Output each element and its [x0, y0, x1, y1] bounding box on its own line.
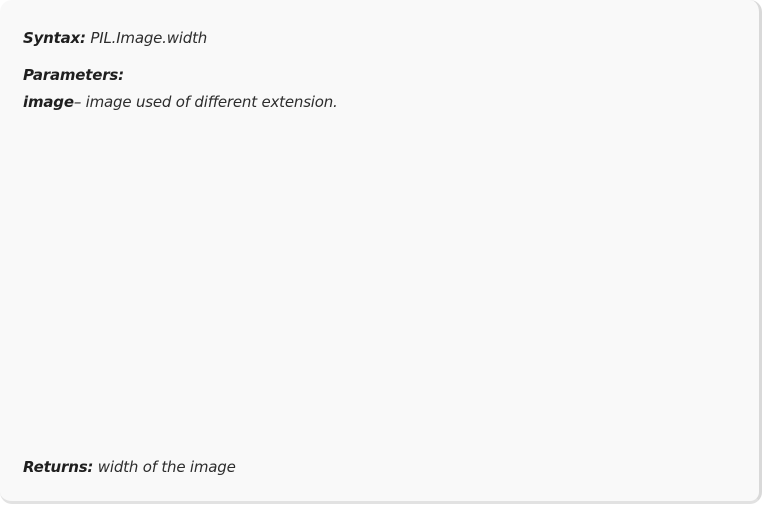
syntax-label: Syntax:: [23, 29, 86, 47]
parameter-description: – image used of different extension.: [73, 93, 338, 111]
returns-value: width of the image: [93, 458, 236, 476]
syntax-line: [23, 29, 207, 47]
parameter-item: [23, 93, 338, 111]
returns-label: Returns:: [23, 458, 94, 476]
parameters-heading: [23, 66, 124, 84]
parameter-name: image: [23, 93, 74, 111]
returns-line: [23, 458, 236, 476]
syntax-value: PIL.Image.width: [85, 29, 208, 47]
parameters-label: Parameters:: [23, 66, 124, 84]
